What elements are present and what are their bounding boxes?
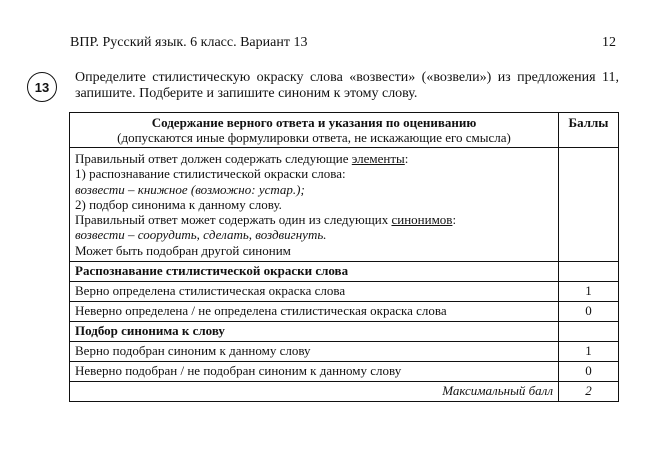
criteria-row [70, 148, 619, 262]
criteria-line-1-prefix: Правильный ответ должен содержать следующие [75, 151, 352, 166]
criteria-line-3: возвести – книжное (возможно: устар.); [75, 181, 305, 197]
criteria-line-5-suffix: : [452, 212, 457, 228]
row-text: Верно определена стилистическая окраска слова [70, 282, 559, 302]
row-text: Верно подобран синоним к данному слову [70, 342, 559, 362]
section-title-synonym: Подбор синонима к слову [70, 322, 559, 342]
row-points: 1 [559, 342, 619, 362]
criteria-line-1 [75, 151, 553, 166]
table-row [70, 362, 619, 382]
table-header-row [70, 113, 619, 148]
page-number: 12 [602, 35, 616, 50]
criteria-line-1-suffix: : [404, 151, 409, 166]
document-header-title: ВПР. Русский язык. 6 класс. Вариант 13 [70, 35, 308, 50]
criteria-line-6: возвести – соорудить, сделать, воздвигнуть. [75, 227, 327, 243]
row-points: 0 [559, 302, 619, 322]
criteria-line-5-prefix: Правильный ответ может содержать один из следующих [75, 212, 392, 228]
section-row-style [70, 262, 619, 282]
criteria-line-4: 2) подбор синонима к данному слову. [75, 196, 282, 212]
criteria-synonyms-term: синонимов [391, 212, 453, 228]
table-row [70, 282, 619, 302]
row-text: Неверно подобран / не подобран синоним к данному слову [70, 362, 559, 382]
row-text: Неверно определена / не определена стилистическая окраска слова [70, 302, 559, 322]
row-points: 0 [559, 362, 619, 382]
max-score-label: Максимальный балл [70, 382, 559, 402]
criteria-line-2: 1) распознавание стилистической окраски слова: [75, 166, 346, 182]
criteria-cell [70, 148, 559, 262]
criteria-elements-term: элементы [351, 151, 405, 166]
criteria-points-cell [559, 148, 619, 262]
max-score-value: 2 [559, 382, 619, 402]
section-points-empty [559, 322, 619, 342]
header-main: Содержание верного ответа и указания по оцениванию [151, 115, 477, 130]
section-points-empty [559, 262, 619, 282]
max-score-row [70, 382, 619, 402]
task-text: Определите стилистическую окраску слова «возвести» («возвели») из предложения 11, запишите. Подберите и запишите синоним к этому слову. [75, 70, 619, 101]
header-sub: (допускаются иные формулировки ответа, не искажающие его смысла) [117, 130, 511, 145]
header-content-cell [70, 113, 559, 148]
table-row [70, 342, 619, 362]
task-number-badge: 13 [27, 72, 57, 102]
header-points: Баллы [568, 115, 609, 130]
table-row [70, 302, 619, 322]
criteria-line-7: Может быть подобран другой синоним [75, 242, 291, 258]
section-title-style: Распознавание стилистической окраски слова [70, 262, 559, 282]
header-points-cell [559, 113, 619, 148]
section-row-synonym [70, 322, 619, 342]
scoring-table [69, 112, 619, 402]
criteria-line-5 [75, 212, 553, 227]
row-points: 1 [559, 282, 619, 302]
